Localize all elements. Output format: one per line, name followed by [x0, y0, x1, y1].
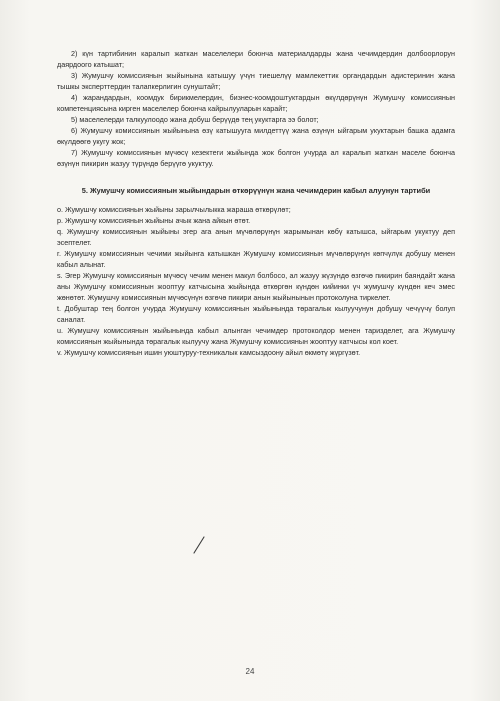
- paragraph-6: 6) Жумушчу комиссиянын жыйынына өзү катышууга милдеттүү жана өзүнүн ыйгарым укуктарын башка адамга өкүлдөөгө укугу жок;: [57, 126, 455, 146]
- pen-stroke-mark-icon: [192, 536, 206, 554]
- list-item-s: s. Эгер Жумушчу комиссиянын мүчөсү чечим менен макул болбосо, ал жазуу жүзүндө өзгөчө пикирин баяндайт жана аны Жумушчу комиссиянын жооптуу катчысына жыйында өткөргөн күндөн кийинки үч жумушчу күндөн кеч эмес жөнөтөт. Жумушчу комиссиянын мүчөсүнүн өзгөчө пикири анын жыйынынын протоколуна тиркелет.: [57, 271, 455, 302]
- page-number: 24: [245, 667, 255, 676]
- paragraph-4: 4) жарандардын, коомдук бирикмелердин, бизнес-коомдоштуктардын өкүлдөрүнүн Жумушчу комиссиянын компетенциясына кирген маселелер боюнча кайрылууларын карайт;: [57, 93, 455, 113]
- paragraph-2: 2) күн тартибинин каралып жаткан маселелери боюнча материалдарды жана чечимдердин долбоорлорун даярдоого катышат;: [57, 49, 455, 69]
- list-item-r: r. Жумушчу комиссиянын чечими жыйынга катышкан Жумушчу комиссиянын мүчөлөрүнүн көпчүлүк добушу менен кабыл алынат.: [57, 249, 455, 269]
- paragraph-7: 7) Жумушчу комиссиянын мүчөсү кезектеги жыйында жок болгон учурда ал каралып жаткан маселе боюнча өзүнүн пикирин жазуу түрүндө берүүгө укуктуу.: [57, 148, 455, 168]
- list-item-u: u. Жумушчу комиссиянын жыйынында кабыл алынган чечимдер протоколдор менен таризделет, ага Жумушчу комиссиянын жыйынында төрагалык кылуучу жана Жумушчу комиссиянын жооптуу катчысы кол коет.: [57, 326, 455, 346]
- section-heading: 5. Жумушчу комиссиянын жыйындарын өткөрүүнүн жана чечимдерин кабыл алуунун тартиби: [81, 186, 431, 195]
- paragraph-5: 5) маселелерди талкуулоодо жана добуш берүүдө тең укуктарга ээ болот;: [71, 115, 319, 124]
- list-item-t: t. Добуштар тең болгон учурда Жумушчу комиссиянын жыйынында төрагалык кылуучунун добушу чечүүчү болуп саналат.: [57, 304, 455, 324]
- document-body: [57, 48, 455, 358]
- procedure-list: [57, 204, 455, 358]
- list-item-p: р. Жумушчу комиссиянын жыйыны ачык жана айкын өтөт.: [57, 216, 251, 225]
- list-item-v: v. Жумушчу комиссиянын ишин уюштуруу-техникалык камсыздоону айыл өкмөтү жүргүзөт.: [57, 348, 361, 357]
- paragraph-3: 3) Жумушчу комиссиянын жыйынына катышуу үчүн тиешелүү мамлекеттик органдардын адистеринин жана тышкы эксперттердин талапкерлигин сунуштайт;: [57, 71, 455, 91]
- list-item-q: q. Жумушчу комиссиянын жыйыны эгер ага анын мүчөлөрүнүн жарымынан көбү катышса, ыйгарым укуктуу деп эсептелет.: [57, 227, 455, 247]
- list-item-o: о. Жумушчу комиссиянын жыйыны зарылчылыкка жараша өткөрүлөт;: [57, 205, 291, 214]
